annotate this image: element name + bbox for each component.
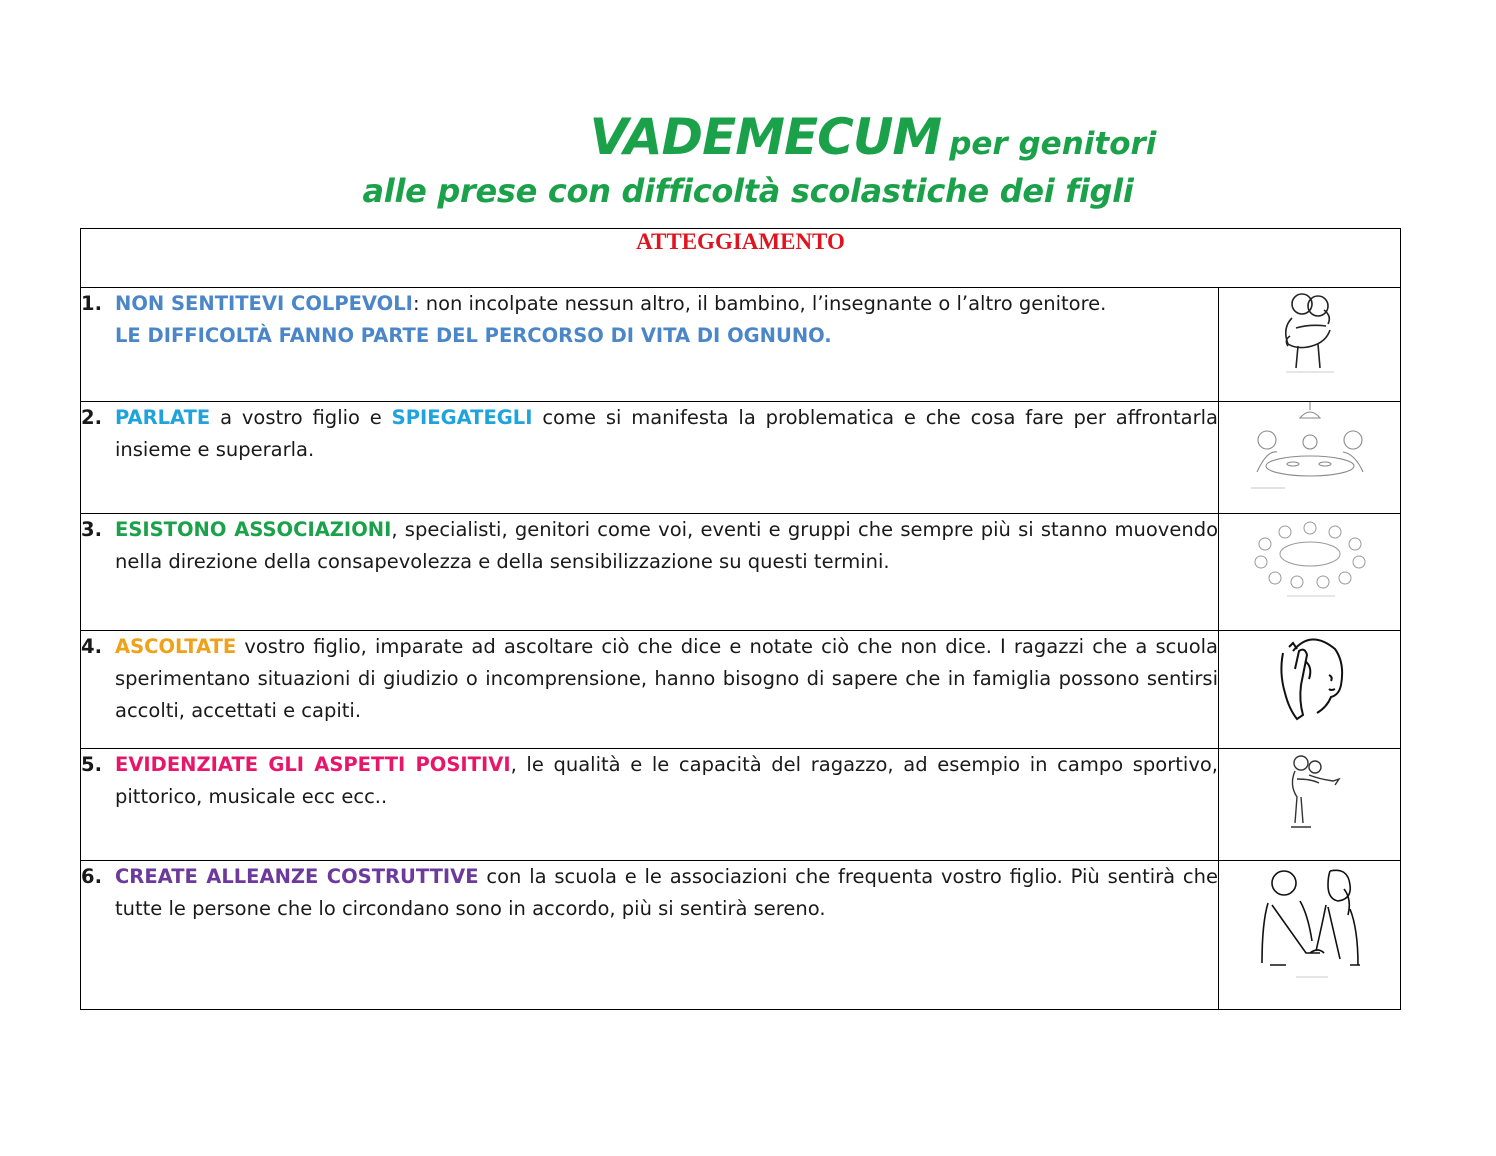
title-main: VADEMECUM: [589, 108, 942, 166]
list-item: [81, 631, 1218, 727]
item-keyword-2: SPIEGATEGLI: [391, 406, 533, 429]
list-item: [81, 402, 1218, 466]
list-item: [81, 861, 1218, 925]
item-text: : non incolpate nessun altro, il bambino, l’insegnante o l’altro genitore.: [412, 292, 1107, 315]
title-main-suffix: per genitori: [949, 126, 1157, 162]
row-text-cell: [81, 514, 1219, 631]
row-image-cell: [1219, 749, 1401, 861]
row-image-cell: [1219, 631, 1401, 749]
item-keyword: NON SENTITEVI COLPEVOLI: [115, 292, 413, 315]
title-subtitle: alle prese con difficoltà scolastiche dei figli: [362, 172, 1134, 210]
row-image-cell: [1219, 288, 1401, 402]
row-image-cell: [1219, 514, 1401, 631]
row-text-cell: [81, 288, 1219, 402]
item-number: 1.: [81, 292, 102, 315]
list-item: [81, 288, 1218, 352]
item-keyword: ASCOLTATE: [115, 635, 237, 658]
item-number: 3.: [81, 518, 102, 541]
row-text-cell: [81, 402, 1219, 514]
item-keyword: CREATE ALLEANZE COSTRUTTIVE: [115, 865, 479, 888]
row-image-cell: [1219, 861, 1401, 1010]
table-row: [81, 288, 1401, 402]
item-number: 4.: [81, 635, 102, 658]
item-keyword: EVIDENZIATE GLI ASPETTI POSITIVI: [115, 753, 511, 776]
item-text: vostro figlio, imparate ad ascoltare ciò che dice e notate ciò che non dice. I ragazzi che a scuola sperimentano situazioni di giudizio o incomprensione, hanno bisogno di sapere che in famiglia possono sentirsi accolti, accettati e capiti.: [115, 635, 1218, 722]
item-text: con la scuola e le associazioni che frequenta vostro figlio. Più sentirà che tutte le persone che lo circondano sono in accordo, più si sentirà sereno.: [115, 865, 1218, 920]
row-text-cell: [81, 861, 1219, 1010]
circle-of-people-illustration-icon: [1245, 514, 1375, 600]
title-line-1: [250, 108, 1496, 166]
item-text: a vostro figlio e: [210, 406, 392, 429]
row-text-cell: [81, 749, 1219, 861]
row-image-cell: [1219, 402, 1401, 514]
table-header: ATTEGGIAMENTO: [81, 229, 1401, 288]
table-row: [81, 749, 1401, 861]
table-row: [81, 514, 1401, 631]
item-text: , le qualità e le capacità del ragazzo, ad esempio in campo sportivo, pittorico, musicale ecc ecc..: [115, 753, 1218, 808]
list-item: [81, 749, 1218, 813]
item-keyword: PARLATE: [115, 406, 211, 429]
family-dinner-illustration-icon: [1245, 402, 1375, 492]
item-keyword: ESISTONO ASSOCIAZIONI: [115, 518, 392, 541]
handshake-illustration-icon: [1250, 861, 1370, 981]
listening-ear-illustration-icon: [1275, 631, 1345, 721]
item-text: , specialisti, genitori come voi, eventi e gruppi che sempre più si stanno muovendo nella direzione della consapevolezza e della sensibilizzazione su questi termini.: [115, 518, 1219, 573]
document-title: [0, 108, 1496, 210]
item-number: 5.: [81, 753, 102, 776]
item-text: come si manifesta la problematica e che cosa fare per affrontarla insieme e superarla.: [115, 406, 1218, 461]
table-header-row: [81, 229, 1401, 288]
row-text-cell: [81, 631, 1219, 749]
table-row: [81, 861, 1401, 1010]
item-number: 2.: [81, 406, 102, 429]
list-item: [81, 514, 1218, 578]
item-number: 6.: [81, 865, 102, 888]
table-row: [81, 631, 1401, 749]
vademecum-table: [80, 228, 1401, 1010]
table-row: [81, 402, 1401, 514]
hug-illustration-icon: [1270, 288, 1350, 374]
item-emphasis: LE DIFFICOLTÀ FANNO PARTE DEL PERCORSO DI VITA DI OGNUNO.: [115, 324, 832, 347]
praise-illustration-icon: [1275, 749, 1345, 829]
